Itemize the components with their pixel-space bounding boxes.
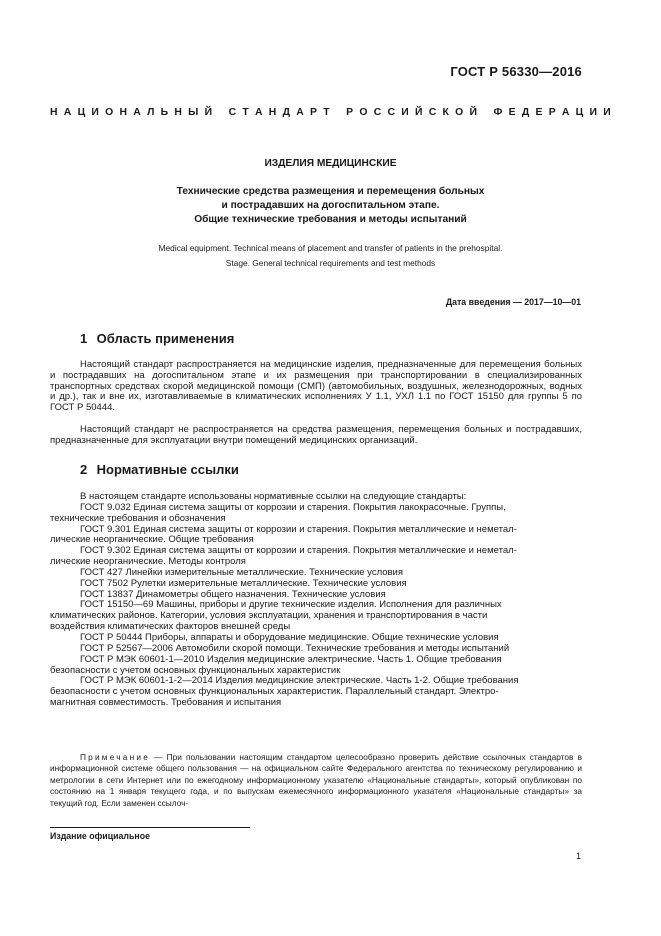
banner-letter: Д	[282, 107, 290, 118]
banner-letter: Е	[508, 107, 516, 118]
banner-letter: А	[63, 107, 72, 118]
banner-letter: С	[387, 107, 395, 118]
document-subtitle	[0, 185, 661, 227]
section-2-heading	[80, 462, 239, 477]
page-number: 1	[575, 851, 581, 861]
scope-paragraph-2: Настоящий стандарт не распространяется на средства размещения, перемещения больных и пострадавших, предназначенные для эксплуатации внутри помещений медицинских организаций.	[50, 424, 582, 446]
reference-line: ГОСТ Р 50444 Приборы, аппараты и оборудование медицинские. Общие технические условия	[80, 631, 499, 643]
reference-continuation: лические неорганические. Общие требования	[50, 534, 254, 546]
note-label: Примечание	[80, 752, 151, 762]
banner-letter: С	[428, 107, 437, 118]
banner-letter: Р	[548, 107, 556, 118]
banner-letter: Й	[204, 107, 213, 118]
reference-continuation: безопасности с учетом основных функциональных характеристик	[50, 664, 341, 676]
note-text: — При пользовании настоящим стандартом целесообразно проверить действие ссылочных стандартов в информационной системе общего пользования — на официальном сайте Федерального агентства по техническому регулированию и метрологии в сети Интернет или по ежегодному информационному указателю «Национальные стандарты», который опубликован по состоянию на 1 января текущего года, и по выпускам ежемесячного информационного указателя «Национальные стандарты» за текущий год. Если заменен ссылоч-	[50, 752, 582, 808]
banner-letter: О	[455, 107, 464, 118]
subtitle-line: Технические средства размещения и перемещения больных	[176, 186, 485, 197]
scope-paragraph-1: Настоящий стандарт распространяется на медицинские изделия, предназначенные для перемещения больных и пострадавших на догоспитальном этапе и их размещения при транспортировании в специализированных транспортных средствах скорой медицинской помощи (СМП) (автомобильных, воздушных, железнодорожных, водных и др.), так и вне их, изготавливаемые в климатических исполнениях У 1.1, УХЛ 1.1 по ГОСТ 15150 для группы 5 по ГОСТ Р 50444.	[50, 359, 582, 414]
reference-line: ГОСТ 9.301 Единая система защиты от коррозии и старения. Покрытия металлические и неметал-	[80, 523, 517, 535]
reference-item	[50, 579, 582, 590]
reference-continuation: безопасности с учетом основных функциональных характеристик. Параллельный стандарт. Электро-	[50, 686, 499, 698]
reference-line: ГОСТ 15150—69 Машины, приборы и другие технические изделия. Исполнения для различных	[80, 599, 502, 611]
section-1-heading	[80, 331, 234, 346]
banner-letter: Ц	[77, 107, 86, 118]
reference-continuation: магнитная совместимость. Требования и испытания	[50, 697, 282, 709]
banner-letter: Н	[174, 107, 182, 118]
banner-letter: К	[442, 107, 449, 118]
banner-letter: А	[561, 107, 570, 118]
reference-continuation: технические требования и обозначения	[50, 512, 226, 524]
document-code: ГОСТ Р 56330—2016	[450, 64, 582, 79]
banner-letter: Й	[414, 107, 423, 118]
banner-letter: А	[255, 107, 263, 118]
reference-list	[50, 503, 582, 709]
banner-letter: Н	[119, 107, 128, 118]
banner-letter: Р	[346, 107, 354, 118]
section-title: Область применения	[96, 331, 235, 346]
banner-letter: О	[105, 107, 114, 118]
reference-item	[50, 525, 582, 547]
banner-letter: О	[359, 107, 368, 118]
document-title: ИЗДЕЛИЯ МЕДИЦИНСКИЕ	[264, 158, 397, 169]
english-title-line: Medical equipment. Technical means of placement and transfer of patients in the prehospital.	[158, 243, 503, 253]
effective-date: Дата введения — 2017—10—01	[445, 297, 581, 307]
reference-continuation: лические неорганические. Методы контроля	[50, 556, 246, 568]
reference-continuation: воздействия климатических факторов внешней среды	[50, 621, 291, 633]
national-standard-banner	[50, 107, 611, 118]
banner-letter: А	[133, 107, 141, 118]
banner-letter: С	[228, 107, 237, 118]
banner-letter: А	[296, 107, 304, 118]
banner-letter: И	[603, 107, 611, 118]
reference-item	[50, 676, 582, 709]
edition-label: Издание официальное	[50, 831, 150, 841]
banner-letter: Т	[323, 107, 330, 118]
reference-continuation: климатических районов. Категории, условия эксплуатации, хранения и транспортирования в части	[50, 610, 488, 622]
banner-letter: Д	[521, 107, 530, 118]
note	[50, 752, 582, 809]
banner-letter: Н	[50, 107, 58, 118]
reference-line: ГОСТ 13837 Динамометры общего назначения. Технические условия	[80, 588, 386, 600]
banner-space	[336, 107, 340, 118]
banner-letter: Е	[535, 107, 543, 118]
section-title: Нормативные ссылки	[96, 462, 239, 477]
banner-letter: Н	[268, 107, 277, 118]
reference-line: ГОСТ 9.302 Единая система защиты от коррозии и старения. Покрытия металлические и неметал-	[80, 545, 517, 557]
subtitle-line: и пострадавших на догоспитальном этапе.	[221, 200, 440, 211]
section-number: 2	[80, 462, 88, 477]
banner-space	[218, 107, 222, 118]
banner-letter: Т	[242, 107, 249, 118]
section-number: 1	[80, 331, 88, 346]
reference-line: ГОСТ Р МЭК 60601-1—2010 Изделия медицинские электрические. Часть 1. Общие требования	[80, 653, 502, 665]
normative-references	[50, 492, 582, 709]
reference-line: ГОСТ 7502 Рулетки измерительные металлические. Технические условия	[80, 577, 407, 589]
english-title	[0, 241, 661, 271]
banner-letter: И	[91, 107, 99, 118]
banner-letter: Ф	[493, 107, 503, 118]
reference-line: ГОСТ 9.032 Единая система защиты от коррозии и старения. Покрытия лакокрасочные. Группы,	[80, 501, 506, 513]
references-intro: В настоящем стандарте использованы нормативные ссылки на следующие стандарты:	[80, 491, 467, 502]
banner-letter: Р	[310, 107, 317, 118]
reference-line: ГОСТ Р 52567—2006 Автомобили скорой помощи. Технические требования и методы испытаний	[80, 642, 510, 654]
banner-letter: И	[589, 107, 597, 118]
banner-letter: Й	[469, 107, 477, 118]
reference-item	[50, 503, 582, 525]
footer-divider	[50, 827, 250, 828]
banner-letter: Л	[147, 107, 155, 118]
reference-item	[50, 600, 582, 633]
banner-letter: Ц	[575, 107, 584, 118]
banner-letter: И	[401, 107, 409, 118]
english-title-line: Stage. General technical requirements and test methods	[225, 258, 436, 268]
subtitle-line: Общие технические требования и методы испытаний	[194, 214, 467, 225]
banner-letter: С	[373, 107, 382, 118]
reference-line: ГОСТ Р МЭК 60601-1-2—2014 Изделия медицинские электрические. Часть 1-2. Общие требования	[80, 675, 519, 687]
reference-line: ГОСТ 427 Линейки измерительные металлические. Технические условия	[80, 566, 403, 578]
reference-item	[50, 655, 582, 677]
banner-letter: Ы	[188, 107, 199, 118]
banner-space	[483, 107, 487, 118]
reference-item	[50, 546, 582, 568]
banner-letter: Ь	[160, 107, 169, 118]
